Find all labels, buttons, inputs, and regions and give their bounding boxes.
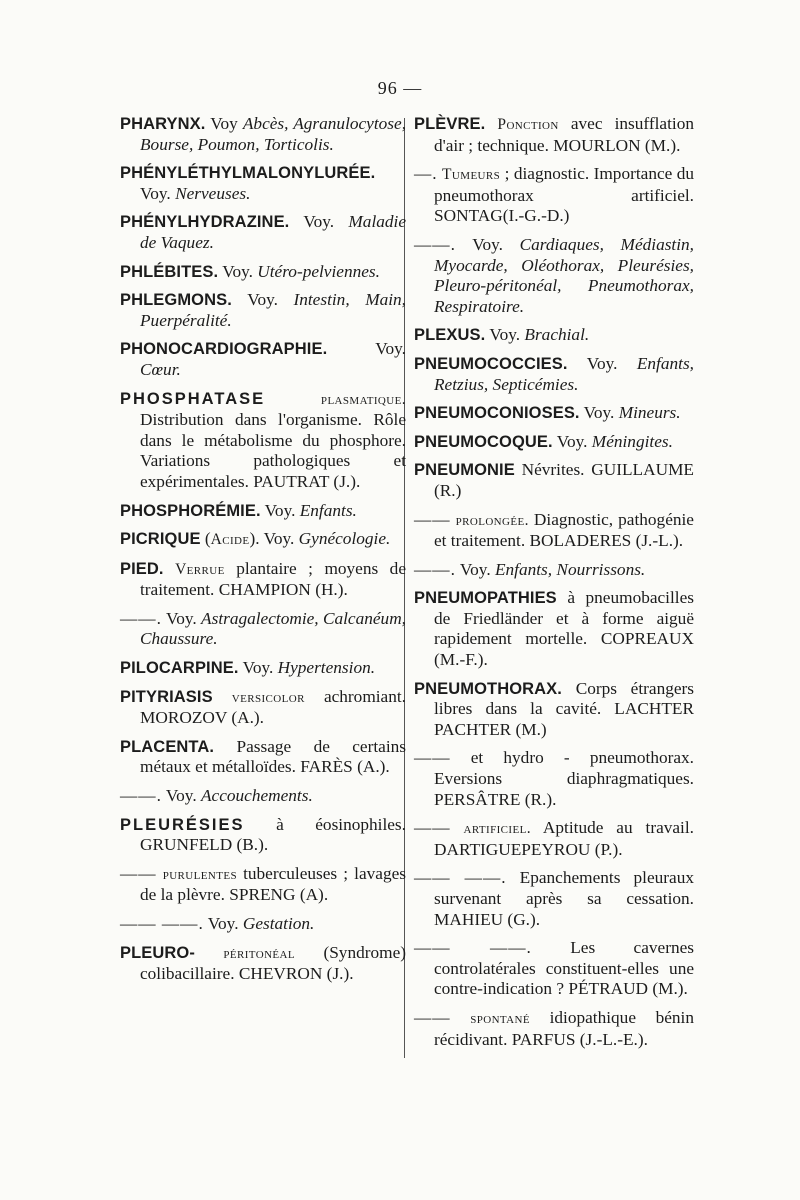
entry-voy: Voy. (165, 608, 197, 628)
entry-subhead: purulentes (162, 865, 237, 883)
entry-headword: PNEUMONIE (414, 461, 515, 480)
entry-text: plantaire ; moyens de traitement. CHAMPION (H.). (140, 558, 406, 600)
entry-voy: Voy. (222, 261, 253, 281)
entry-text: Aptitude au travail. DARTIGUEPEYROU (P.). (434, 818, 694, 859)
index-entry (120, 658, 406, 679)
entry-subhead: péritonéal (223, 944, 296, 962)
index-entry (120, 339, 406, 380)
entry-references: Hypertension. (277, 658, 376, 678)
index-entry (120, 290, 406, 331)
entry-references: Intestin, Main, Puerpéralité. (140, 290, 406, 330)
entry-subhead: spontané (470, 1009, 530, 1027)
entry-headword: PNEUMOCOCCIES. (414, 354, 568, 373)
entry-references: Maladie de Vaquez. (140, 212, 406, 252)
entry-headword: PHONOCARDIOGRAPHIE. (120, 340, 328, 359)
entry-subhead: prolongée. (455, 511, 529, 529)
entry-subhead: artificiel. (463, 820, 531, 838)
index-entry (414, 114, 694, 156)
index-entry (414, 818, 694, 860)
entry-voy: Voy (210, 114, 238, 133)
entry-subhead: Tumeurs (442, 166, 501, 184)
entry-paren: ). (249, 529, 260, 549)
entry-headword: PICRIQUE (120, 530, 201, 549)
index-entry (120, 609, 406, 650)
index-entry (120, 212, 406, 253)
entry-dash: —— ——. (120, 914, 204, 933)
entry-headword: PHÉNYLHYDRAZINE. (120, 213, 290, 232)
index-entry (120, 737, 406, 778)
index-entry (414, 868, 694, 930)
page-number: 96 — (377, 78, 423, 98)
entry-dash: ——. (414, 559, 456, 579)
index-entry (414, 748, 694, 810)
entry-headword: PHOSPHATASE (120, 389, 266, 408)
entry-dash: ——. (120, 786, 162, 806)
index-entry (120, 163, 406, 204)
entry-headword: PNEUMOPATHIES (414, 589, 557, 608)
entry-voy: Voy. (263, 529, 295, 549)
index-entry (414, 164, 694, 227)
entry-text: Diagnostic, pathogénie et traitement. BOLADERES (J.-L.). (434, 509, 694, 551)
entry-headword: PLACENTA. (120, 737, 215, 756)
index-entry (120, 114, 406, 155)
entry-references: Abcès, Agranulocytose, Bourse, Poumon, Torticolis. (140, 114, 407, 154)
entry-headword: PHLEGMONS. (120, 291, 232, 310)
entry-voy: Voy. (165, 786, 197, 806)
entry-references: Gynécologie. (298, 529, 391, 549)
index-entry (120, 389, 406, 493)
entry-dash: ——. (120, 608, 162, 628)
entry-headword: PIED. (120, 559, 164, 578)
index-entry (120, 559, 406, 601)
entry-voy: Voy. (556, 431, 588, 451)
entry-references: Cœur. (140, 359, 181, 379)
entry-text: Les cavernes controlatérales constituent-elles une contre-indication ? PÉTRAUD (M.). (434, 938, 694, 999)
entry-headword: PHÉNYLÉTHYLMALONYLURÉE. (120, 164, 376, 183)
entry-voy: Voy. (247, 290, 278, 310)
entry-subhead: versicolor (231, 688, 305, 706)
index-entry (414, 460, 694, 501)
entry-voy: Voy. (242, 658, 274, 678)
entry-dash: —— ——. (414, 938, 532, 958)
index-entry (414, 1008, 694, 1050)
entry-headword: PLEURO- (120, 943, 195, 962)
index-entry (120, 262, 406, 283)
entry-references: Nerveuses. (175, 183, 251, 203)
entry-subhead: Ponction (497, 116, 559, 133)
left-column (120, 114, 406, 993)
index-entry (120, 943, 406, 985)
entry-headword: PLÈVRE. (414, 115, 486, 133)
index-entry (414, 588, 694, 670)
entry-text: Névrites. GUILLAUME (R.) (434, 460, 694, 500)
index-entry (414, 235, 694, 317)
entry-references: Astragalectomie, Calcanéum, Chaussure. (140, 608, 406, 649)
entry-text: idiopathique bénin récidivant. PARFUS (J.-L.-E.). (434, 1007, 694, 1049)
entry-dash: —— (414, 1007, 451, 1027)
entry-headword: PHLÉBITES. (120, 262, 219, 281)
entry-dash: ——. (414, 234, 456, 254)
entry-text: Passage de certains métaux et métalloïdes. FARÈS (A.). (140, 736, 406, 777)
right-column (414, 114, 694, 1058)
entry-dash: —— (414, 818, 451, 838)
entry-paren: ( (204, 529, 211, 549)
entry-subhead: Acide (210, 531, 250, 549)
entry-text: avec insufflation d'air ; technique. MOURLON (M.). (434, 114, 694, 155)
entry-text: ; diagnostic. Importance du pneumothorax artificiel. SONTAG(I.-G.-D.) (434, 164, 694, 226)
entry-headword: PLEXUS. (414, 326, 486, 345)
index-entry (120, 501, 406, 522)
index-entry (414, 679, 694, 741)
entry-headword: PNEUMOCONIOSES. (414, 404, 580, 423)
entry-subhead: Verrue (175, 560, 225, 578)
entry-headword: PLEURÉSIES (120, 815, 245, 834)
entry-dash: —— ——. (414, 868, 507, 888)
entry-headword: PHOSPHORÉMIE. (120, 501, 261, 520)
index-entry (414, 560, 694, 581)
index-entry (414, 403, 694, 424)
entry-voy: Voy. (586, 353, 618, 373)
entry-voy: Voy. (459, 559, 491, 579)
entry-references: Enfants. (299, 500, 357, 520)
entry-dash: —— (414, 748, 451, 768)
entry-headword: PHARYNX. (120, 115, 206, 133)
entry-text: Epanchements pleuraux survenant après sa cessation. MAHIEU (G.). (434, 868, 694, 929)
index-entry (414, 325, 694, 346)
entry-dash: —— (120, 863, 157, 883)
entry-references: Mineurs. (618, 403, 681, 423)
entry-dash: —. (414, 164, 438, 184)
entry-voy: Voy. (375, 339, 406, 359)
entry-voy: Voy. (264, 500, 296, 520)
entry-text: Distribution dans l'organisme. Rôle dans le métabolisme du phosphore. Variations pathologiques et expérimentales. PAUTRAT (J.). (140, 410, 406, 491)
index-entry (120, 864, 406, 906)
entry-voy: Voy. (472, 234, 503, 254)
index-entry (120, 914, 406, 935)
index-entry (414, 354, 694, 395)
index-entry (120, 815, 406, 856)
index-entry (120, 687, 406, 729)
entry-references: Enfants, Retzius, Septicémies. (434, 353, 694, 394)
entry-text: à pneumobacilles de Friedländer et à forme aiguë rapidement mortelle. COPREAUX (M.-F.). (434, 588, 694, 670)
entry-references: Cardiaques, Médiastin, Myocarde, Oléothorax, Pleurésies, Pleuro-péritonéal, Pneumothorax, Respiratoire. (434, 234, 694, 316)
entry-text: tuberculeuses ; lavages de la plèvre. SPRENG (A). (140, 863, 406, 905)
entry-text: à éosinophiles. GRUNFELD (B.). (140, 814, 406, 855)
entry-references: Méningites. (591, 431, 673, 451)
index-entry (414, 510, 694, 552)
entry-text: achromiant. MOROZOV (A.). (140, 686, 406, 728)
index-entry (120, 529, 406, 551)
entry-references: Enfants, Nourrissons. (494, 559, 646, 579)
entry-references: Accouchements. (200, 786, 313, 806)
entry-headword: PNEUMOTHORAX. (414, 679, 562, 698)
entry-references: Brachial. (524, 325, 590, 345)
entry-text: (Syndrome) colibacillaire. CHEVRON (J.). (140, 942, 406, 984)
entry-dash: —— (414, 509, 451, 529)
entry-subhead: plasmatique. (320, 390, 406, 408)
index-entry (414, 938, 694, 1000)
entry-voy: Voy. (207, 914, 239, 933)
entry-voy: Voy. (303, 212, 335, 232)
entry-headword: PITYRIASIS (120, 687, 213, 706)
index-entry (120, 786, 406, 807)
entry-headword: PNEUMOCOQUE. (414, 432, 553, 451)
entry-references: Utéro-pelviennes. (257, 261, 380, 281)
index-entry (414, 432, 694, 453)
entry-voy: Voy. (489, 325, 521, 345)
entry-headword: PILOCARPINE. (120, 659, 239, 678)
entry-voy: Voy. (583, 403, 615, 423)
entry-text: Corps étrangers libres dans la cavité. LACHTER PACHTER (M.) (434, 678, 694, 739)
entry-text: et hydro - pneumothorax. Eversions diaphragmatiques. PERSÂTRE (R.). (434, 748, 694, 809)
entry-voy: Voy. (140, 183, 171, 203)
entry-references: Gestation. (242, 914, 315, 933)
